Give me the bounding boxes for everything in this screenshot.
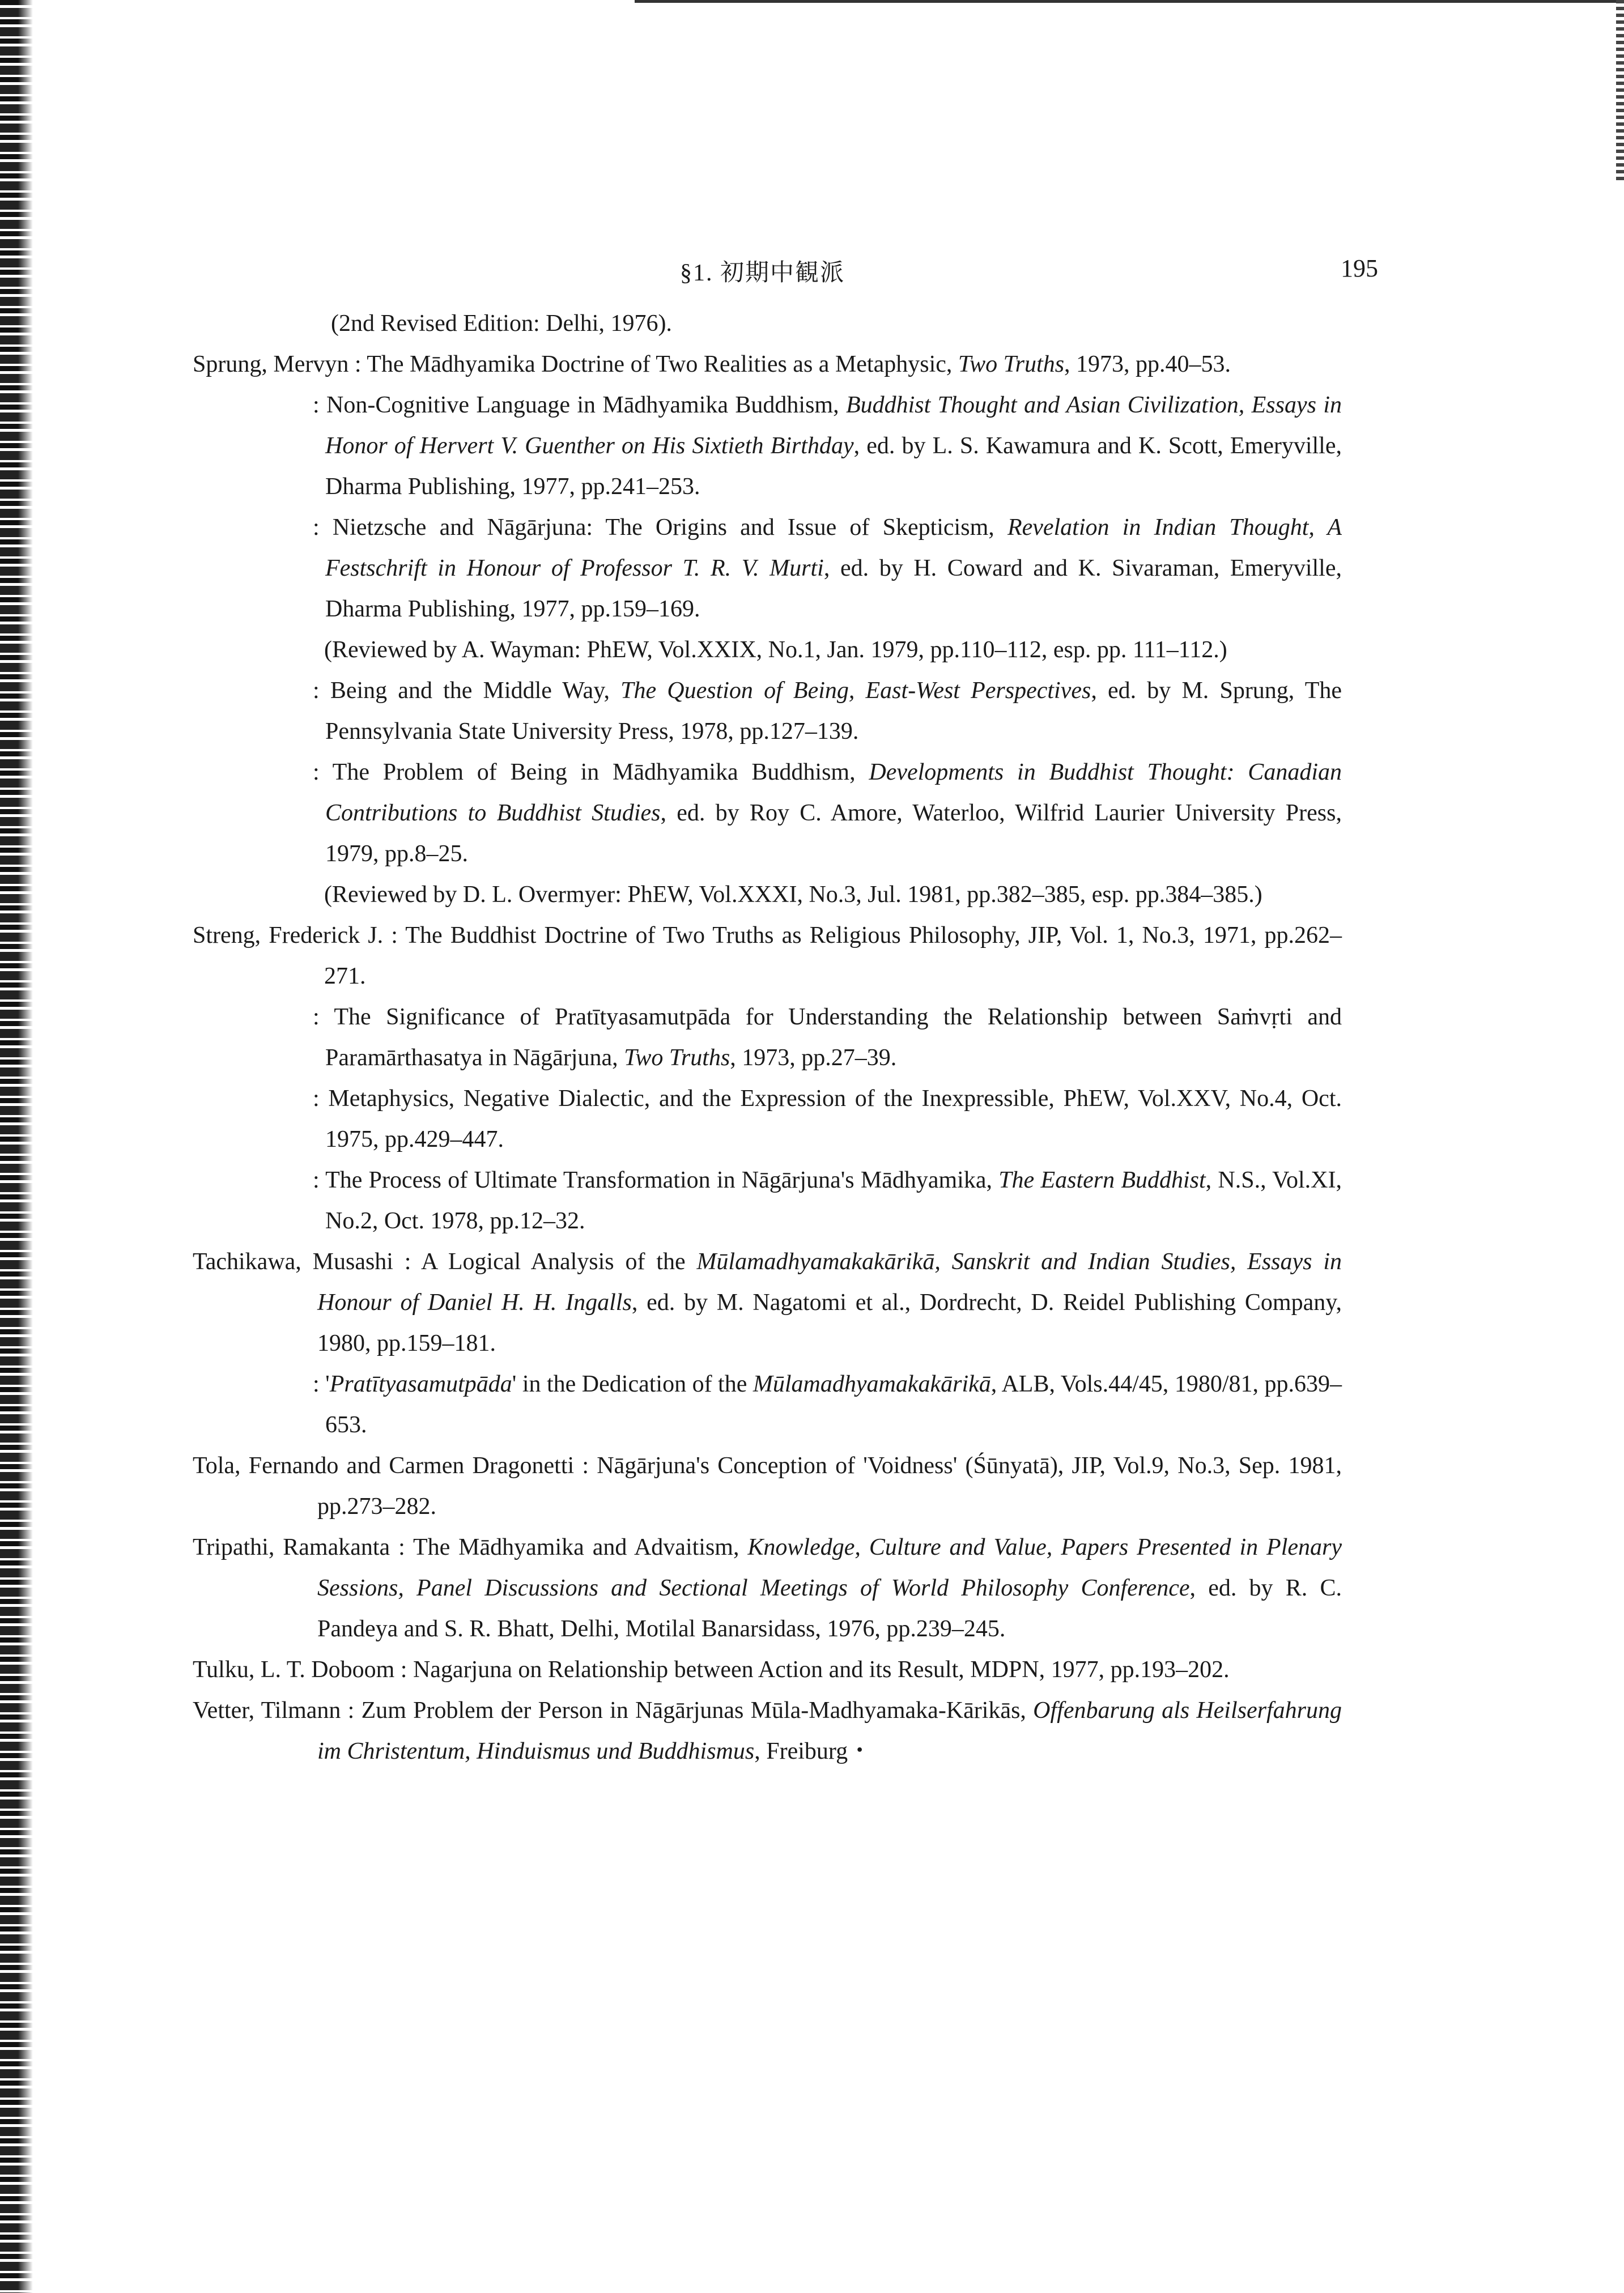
- italic-title: The Question of Being, East-West Perspectives: [620, 678, 1091, 704]
- italic-title: Mūlamadhyamakakārikā: [753, 1371, 991, 1397]
- running-head: §1. 初期中観派: [680, 260, 845, 286]
- text-run: , N.S., Vol.XI, No.2, Oct. 1978, pp.12–32.: [325, 1167, 1342, 1234]
- text-run: , ALB, Vols.44/45, 1980/81, pp.639–653.: [325, 1371, 1342, 1438]
- scan-right-edge: [1616, 0, 1624, 181]
- scan-binding-edge: [0, 0, 33, 2293]
- text-run: , Freiburg・: [754, 1738, 872, 1764]
- bib-entry-tulku: [193, 1649, 1342, 1690]
- bib-subentry: [193, 670, 1342, 752]
- italic-title: Pratītyasamutpāda: [329, 1371, 512, 1397]
- bib-entry-tripathi: [193, 1527, 1342, 1649]
- text-run: Vetter, Tilmann : Zum Problem der Person in Nāgārjunas Mūla-Madhyamaka-Kārikās,: [193, 1698, 1034, 1724]
- text-run: ' in the Dedication of the: [512, 1371, 753, 1397]
- italic-title: Offenbarung als Heilserfahrung im Christentum, Hinduismus und Buddhismus: [317, 1698, 1342, 1764]
- bib-review-note: (Reviewed by A. Wayman: PhEW, Vol.XXIX, No.1, Jan. 1979, pp.110–112, esp. pp. 111–112.): [324, 637, 1227, 663]
- text-run: : Metaphysics, Negative Dialectic, and the Expression of the Inexpressible, PhEW, Vol.XXV, No.4, Oct. 1975, pp.429–447.: [313, 1086, 1342, 1152]
- text-run: : The Problem of Being in Mādhyamika Buddhism,: [313, 759, 869, 785]
- text-run: Streng, Frederick J. : The Buddhist Doctrine of Two Truths as Religious Philosophy, JIP, Vol. 1, No.3, 1971, pp.262–271.: [193, 922, 1342, 989]
- bib-subentry: [193, 507, 1342, 629]
- bib-continuation: (2nd Revised Edition: Delhi, 1976).: [331, 310, 672, 337]
- text-run: : Nietzsche and Nāgārjuna: The Origins and Issue of Skepticism,: [313, 514, 1007, 541]
- page-number: 195: [1341, 254, 1378, 282]
- italic-title: Two Truths: [958, 351, 1065, 377]
- page-header: [198, 249, 1378, 289]
- italic-title: Developments in Buddhist Thought: Canadian Contributions to Buddhist Studies: [325, 759, 1342, 826]
- italic-title: Two Truths: [624, 1045, 730, 1071]
- italic-title: Mūlamadhyamakakārikā, Sanskrit and Indian Studies, Essays in Honour of Daniel H. H. Ingalls: [317, 1249, 1342, 1316]
- text-run: : Non-Cognitive Language in Mādhyamika Buddhism,: [313, 392, 846, 418]
- bib-subentry: [193, 752, 1342, 874]
- bib-entry-tola: [193, 1445, 1342, 1527]
- bib-subentry: [193, 1078, 1342, 1160]
- bib-subentry: [193, 385, 1342, 507]
- text-run: : The Process of Ultimate Transformation in Nāgārjuna's Mādhyamika,: [313, 1167, 999, 1193]
- scan-top-edge: [635, 0, 1624, 3]
- text-run: Tola, Fernando and Carmen Dragonetti : Nāgārjuna's Conception of 'Voidness' (Śūnyatā), JIP, Vol.9, No.3, Sep. 1981, pp.273–282.: [193, 1453, 1342, 1520]
- bib-subentry: [193, 1364, 1342, 1445]
- bib-subentry: [193, 1160, 1342, 1241]
- italic-title: The Eastern Buddhist: [998, 1167, 1206, 1193]
- text-run: , ed. by M. Nagatomi et al., Dordrecht, D. Reidel Publishing Company, 1980, pp.159–181.: [317, 1290, 1342, 1356]
- italic-title: Revelation in Indian Thought, A Festschrift in Honour of Professor T. R. V. Murti: [325, 514, 1342, 581]
- text-run: , ed. by M. Sprung, The Pennsylvania State University Press, 1978, pp.127–139.: [325, 678, 1342, 745]
- text-run: Tripathi, Ramakanta : The Mādhyamika and Advaitism,: [193, 1534, 748, 1560]
- italic-title: Knowledge, Culture and Value, Papers Presented in Plenary Sessions, Panel Discussions and Sectional Meetings of World Philosophy Conference: [317, 1534, 1342, 1601]
- text-run: , ed. by L. S. Kawamura and K. Scott, Emeryville, Dharma Publishing, 1977, pp.241–253.: [325, 433, 1342, 500]
- text-run: : ': [313, 1371, 330, 1397]
- text-run: , ed. by R. C. Pandeya and S. R. Bhatt, Delhi, Motilal Banarsidass, 1976, pp.239–245.: [317, 1575, 1342, 1642]
- text-run: , ed. by Roy C. Amore, Waterloo, Wilfrid Laurier University Press, 1979, pp.8–25.: [325, 800, 1342, 867]
- text-run: Tachikawa, Musashi : A Logical Analysis of the: [193, 1249, 697, 1275]
- bib-subentry: [193, 997, 1342, 1078]
- bib-entry-vetter: [193, 1690, 1342, 1772]
- text-run: , ed. by H. Coward and K. Sivaraman, Emeryville, Dharma Publishing, 1977, pp.159–169.: [325, 555, 1342, 622]
- italic-title: Buddhist Thought and Asian Civilization, Essays in Honor of Hervert V. Guenther on His Sixtieth Birthday: [325, 392, 1342, 459]
- text-run: : Being and the Middle Way,: [313, 678, 621, 704]
- bib-entry-tachikawa: [193, 1241, 1342, 1364]
- bibliography: [193, 303, 1342, 1772]
- bib-entry-streng: [193, 915, 1342, 997]
- bib-entry-sprung: [193, 344, 1342, 385]
- text-run: , 1973, pp.40–53.: [1064, 351, 1231, 377]
- bib-review-note: (Reviewed by D. L. Overmyer: PhEW, Vol.XXXI, No.3, Jul. 1981, pp.382–385, esp. pp.384–385.): [324, 882, 1262, 908]
- text-run: Sprung, Mervyn : The Mādhyamika Doctrine of Two Realities as a Metaphysic,: [193, 351, 958, 377]
- text-run: Tulku, L. T. Doboom : Nagarjuna on Relationship between Action and its Result, MDPN, 1977, pp.193–202.: [193, 1657, 1230, 1683]
- text-run: : The Significance of Pratītyasamutpāda for Understanding the Relationship between Saṁvṛti and Paramārthasatya in Nāgārjuna,: [313, 1004, 1342, 1071]
- text-run: , 1973, pp.27–39.: [730, 1045, 897, 1071]
